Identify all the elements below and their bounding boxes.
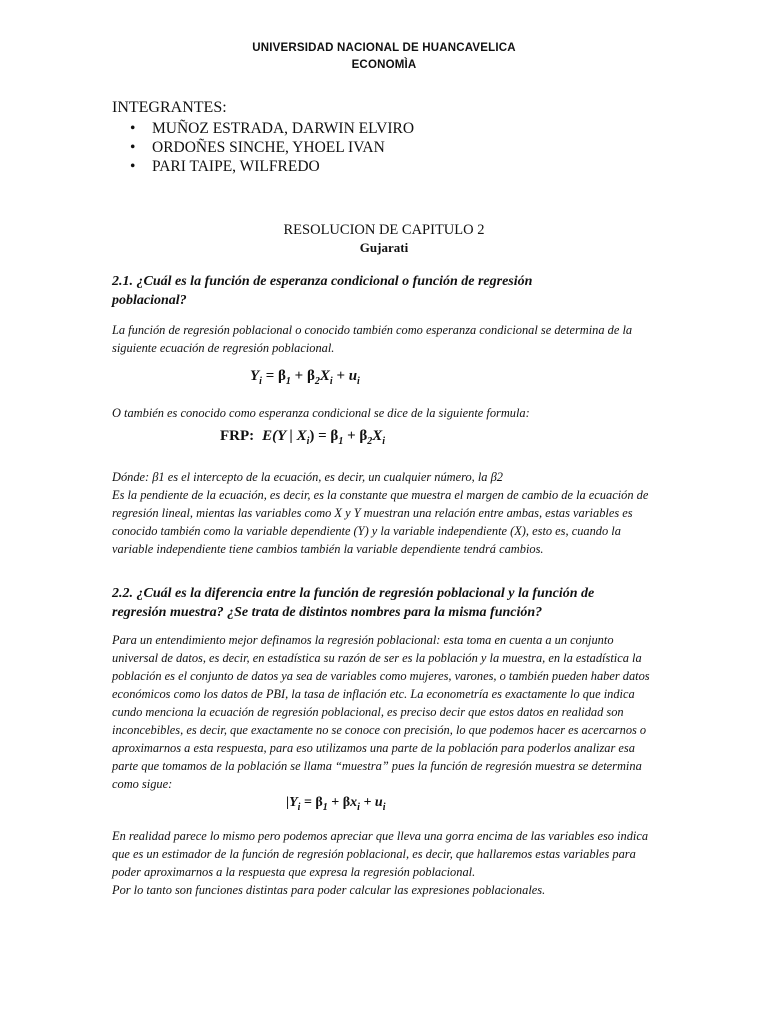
paragraph-line: universal de datos, es decir, en estadística su razón de ser es la población y la muestra, en la estadística la bbox=[112, 651, 642, 665]
question-line: poblacional? bbox=[112, 293, 187, 308]
member-item bbox=[130, 120, 414, 138]
paragraph-line: variable independiente tiene cambios también la variable dependiente tendrá cambios. bbox=[112, 542, 544, 556]
paragraph-line: que es un estimador de la función de regresión poblacional, es decir, que hallaremos estas variables para bbox=[112, 847, 636, 861]
question-line: regresión muestra? ¿Se trata de distintos nombres para la misma función? bbox=[112, 605, 543, 620]
bullet-icon: • bbox=[130, 139, 136, 156]
paragraph-line: parte que tomamos de la población se llama “muestra” pues la función de regresión muestra se determina bbox=[112, 759, 642, 773]
paragraph-line: inconcebibles, es decir, que exactamente no se conoce con precisión, lo que podemos hacer es acercarnos o bbox=[112, 723, 647, 737]
paragraph-line: Es la pendiente de la ecuación, es decir, es la constante que muestra el margen de cambio de la ecuación de bbox=[112, 488, 649, 502]
paragraph-line: Para un entendimiento mejor definamos la regresión poblacional: esta toma en cuenta a un conjunto bbox=[112, 633, 614, 647]
paragraph: O también es conocido como esperanza condicional se dice de la siguiente formula: bbox=[112, 406, 530, 420]
member-item bbox=[130, 139, 385, 157]
faculty-name: ECONOMÌA bbox=[351, 59, 417, 71]
paragraph bbox=[112, 827, 648, 899]
member-item bbox=[130, 158, 320, 176]
chapter-title: RESOLUCION DE CAPITULO 2 bbox=[283, 222, 485, 238]
member-name: PARI TAIPE, WILFREDO bbox=[152, 158, 320, 175]
paragraph-line: regresión lineal, mientas las variables como X y Y muestran una relación entre ambas, estas variables es bbox=[112, 506, 633, 520]
paragraph bbox=[112, 468, 648, 558]
bullet-icon: • bbox=[130, 158, 136, 175]
member-name: MUÑOZ ESTRADA, DARWIN ELVIRO bbox=[152, 120, 415, 137]
paragraph-line: económicos como los datos de PBI, la tasa de inflación etc. La econometría es exactamente lo que indica bbox=[112, 687, 635, 701]
paragraph-line: Dónde: β1 es el intercepto de la ecuación, es decir, un cualquier número, la β2 bbox=[112, 470, 503, 484]
university-name: UNIVERSIDAD NACIONAL DE HUANCAVELICA bbox=[252, 42, 516, 54]
paragraph bbox=[112, 321, 632, 357]
paragraph-line: Por lo tanto son funciones distintas para poder calcular las expresiones poblacionales. bbox=[112, 883, 546, 897]
paragraph-line: como sigue: bbox=[112, 777, 173, 791]
question-line: 2.1. ¿Cuál es la función de esperanza condicional o función de regresión bbox=[112, 274, 533, 289]
members-title: INTEGRANTES: bbox=[112, 99, 227, 116]
member-name: ORDOÑES SINCHE, YHOEL IVAN bbox=[152, 139, 385, 156]
equation-sample-regression: $|Y_i = \beta_1 + \beta x_i + u_i$ bbox=[286, 795, 386, 813]
paragraph-line: En realidad parece lo mismo pero podemos apreciar que lleva una gorra encima de las variables eso indica bbox=[112, 829, 649, 843]
paragraph-line: cundo menciona la ecuación de regresión poblacional, es preciso decir que estos datos en realidad son bbox=[112, 705, 624, 719]
paragraph-line: siguiente ecuación de regresión poblacional. bbox=[112, 341, 335, 355]
question-heading bbox=[112, 584, 594, 622]
bullet-icon: • bbox=[130, 120, 136, 137]
equation-population-regression: $Y_i = \beta_1 + \beta_2X_i + u_i$ bbox=[250, 368, 360, 387]
paragraph-line: población es el conjunto de datos ya sea de variables como mujeres, varones, o también pueden haber datos bbox=[112, 669, 650, 683]
paragraph-line: poder aproximarnos a la respuesta que expresa la regresión poblacional. bbox=[112, 865, 476, 879]
chapter-author: Gujarati bbox=[359, 240, 409, 255]
question-line: 2.2. ¿Cuál es la diferencia entre la función de regresión poblacional y la función de bbox=[112, 586, 595, 601]
equation-frp: FRP: E(Y | $X_i) = \beta_1 + \beta_2X_i$ bbox=[220, 428, 386, 447]
paragraph-line: aproximarnos a esta respuesta, para eso utilizamos una parte de la población para poderlos analizar esa bbox=[112, 741, 635, 755]
paragraph-line: La función de regresión poblacional o conocido también como esperanza condicional se determina de la bbox=[112, 323, 633, 337]
paragraph bbox=[112, 631, 650, 793]
paragraph-line: conocido también como la variable dependiente (Y) y la variable independiente (X), esto es, cuando la bbox=[112, 524, 621, 538]
question-heading bbox=[112, 272, 532, 310]
